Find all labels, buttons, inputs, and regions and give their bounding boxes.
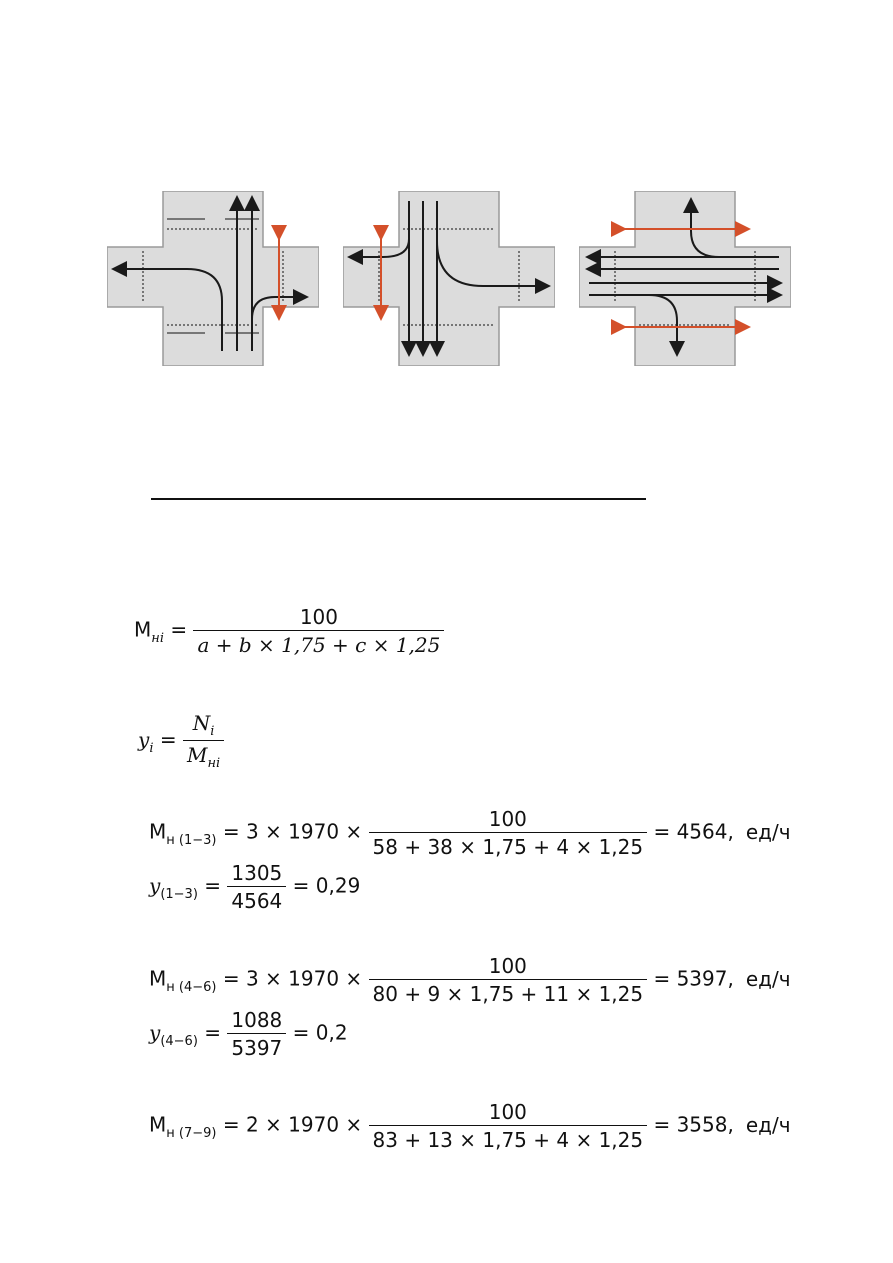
calc-7-9-lhs-sub: н (7−9) <box>166 1125 217 1141</box>
calc-4-6-num: 100 <box>488 954 527 978</box>
calc-m-1-3 <box>149 808 791 858</box>
calc-4-6-factor: = 3 × 1970 × <box>222 966 363 991</box>
intersection-diagram-phase-2 <box>343 191 555 366</box>
calc-m-7-9 <box>149 1101 791 1151</box>
formula-fraction <box>193 606 444 656</box>
calc-7-9-lhs: M <box>149 1112 167 1137</box>
calc-1-3-factor: = 3 × 1970 × <box>222 819 363 844</box>
formula-saturation-flow-general <box>134 606 444 656</box>
calc-7-9-result: = 3558, <box>653 1112 734 1137</box>
calc-7-9-den: 83 + 13 × 1,75 + 4 × 1,25 <box>369 1125 648 1151</box>
formula-lhs: M <box>134 617 152 642</box>
intersection-diagram-phase-3 <box>579 191 791 366</box>
calc-7-9-unit: ед/ч <box>745 1112 791 1137</box>
calc-1-3-y-fraction <box>227 862 286 912</box>
formula-numerator: 100 <box>299 605 339 629</box>
calc-1-3-lhs: M <box>149 819 167 844</box>
section-divider <box>151 498 646 500</box>
calc-1-3-y-sub: (1−3) <box>160 886 198 902</box>
calc-1-3-lhs-sub: н (1−3) <box>166 832 217 848</box>
calc-m-4-6 <box>149 955 791 1005</box>
formula-denominator: a + b × 1,75 + c × 1,25 <box>193 630 444 656</box>
calc-4-6-den: 80 + 9 × 1,75 + 11 × 1,25 <box>369 979 648 1005</box>
calc-7-9-fraction <box>369 1101 648 1151</box>
formula-flow-ratio: $y_i$ = $\frac{N_i}{M_{нi}}$ <box>138 712 224 770</box>
calc-1-3-fraction <box>369 808 648 858</box>
calc-1-3-y-den: 4564 <box>227 886 286 912</box>
formula-lhs-sub: нi <box>151 630 164 646</box>
calc-7-9-num: 100 <box>488 1100 527 1124</box>
ratio-num-sub: i <box>210 724 215 739</box>
calc-7-9-factor: = 2 × 1970 × <box>222 1112 363 1137</box>
calc-1-3-result: = 4564, <box>653 819 734 844</box>
calc-1-3-y-lhs: y <box>149 873 161 898</box>
ratio-fraction <box>183 712 224 770</box>
calc-1-3-num: 100 <box>488 807 527 831</box>
calc-4-6-y-result: = 0,2 <box>292 1020 348 1045</box>
calc-4-6-y-den: 5397 <box>227 1033 286 1059</box>
calc-4-6-y-sub: (4−6) <box>160 1033 198 1049</box>
calc-4-6-result: = 5397, <box>653 966 734 991</box>
calc-4-6-unit: ед/ч <box>745 966 791 991</box>
ratio-denominator <box>183 740 224 770</box>
ratio-lhs: y <box>138 727 150 752</box>
formula-eq: = <box>170 617 188 642</box>
intersection-diagram-phase-1 <box>107 191 319 366</box>
calc-y-1-3: $y_{(1-3)}$ = $\frac{1305}{4564}$ = 0,29 <box>149 861 361 913</box>
ratio-numerator <box>183 712 224 740</box>
calc-1-3-y-result: = 0,29 <box>292 873 361 898</box>
calc-y-4-6: $y_{(4-6)}$ = $\frac{1088}{5397}$ = 0,2 <box>149 1008 348 1060</box>
calc-1-3-unit: ед/ч <box>745 819 791 844</box>
ratio-den-sub: нi <box>207 756 221 771</box>
ratio-lhs-sub: i <box>149 740 154 756</box>
calc-4-6-fraction <box>369 955 648 1005</box>
calc-4-6-y-fraction <box>227 1009 286 1059</box>
ratio-den-symbol: M <box>186 743 208 767</box>
calc-1-3-y-num: 1305 <box>231 861 283 885</box>
calc-4-6-y-num: 1088 <box>231 1008 283 1032</box>
ratio-num-symbol: N <box>192 711 211 735</box>
calc-4-6-y-lhs: y <box>149 1020 161 1045</box>
calc-1-3-den: 58 + 38 × 1,75 + 4 × 1,25 <box>369 832 648 858</box>
calc-4-6-lhs: M <box>149 966 167 991</box>
calc-4-6-lhs-sub: н (4−6) <box>166 979 217 995</box>
